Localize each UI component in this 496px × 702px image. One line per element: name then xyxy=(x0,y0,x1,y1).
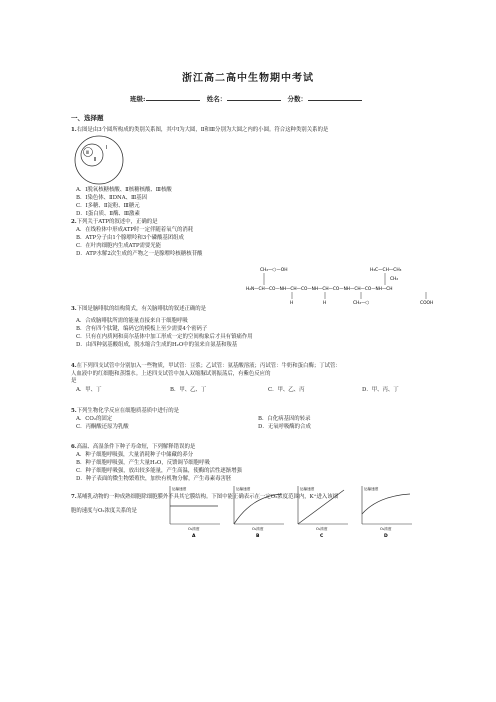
question-number: 3. xyxy=(71,306,77,312)
label-small: Ⅲ xyxy=(86,150,89,155)
question-stem-line2: 人血液中的红细胞和蒸馏水。上述四支试管中加入双缩脲试剂振荡后，有紫色反应的 xyxy=(71,370,271,377)
question-number: 7. xyxy=(71,494,77,500)
question-number: 2. xyxy=(71,219,77,225)
question-stem: 右图是由3个圆所构成的类别关系图，其中Ⅰ为大圆，Ⅱ和Ⅲ分别为大圆之内的小圆。符合这种类别关系的是 xyxy=(76,127,329,133)
y-axis-label: 运输速度 xyxy=(236,487,251,491)
question-number: 1. xyxy=(71,127,77,133)
graph-label-c: C xyxy=(320,534,324,538)
category-circles-diagram xyxy=(74,135,126,187)
label-big: Ⅰ xyxy=(106,145,108,151)
score-field[interactable] xyxy=(308,94,362,101)
q6-option-a[interactable]: A．种子细胞呼吸强，大量消耗种子中储藏的养分 xyxy=(76,452,194,458)
q1-option-b[interactable]: B．Ⅰ染色体、ⅡDNA、Ⅲ基因 xyxy=(76,195,148,201)
bottom-sidechain: CH₂—⬡ xyxy=(353,301,370,306)
q7-graphs xyxy=(162,482,422,538)
q3-option-d[interactable]: D．由四种氨基酸组成，脱水缩合生成的H₂O中的氢来自氨基和羧基 xyxy=(76,342,238,348)
question-number: 4. xyxy=(71,363,77,369)
curve-c xyxy=(298,490,344,524)
q2-option-a[interactable]: A．在线粒体中形成ATP时一定伴随着氧气的消耗 xyxy=(76,227,194,233)
question-number: 6. xyxy=(71,444,77,450)
question-1 xyxy=(71,127,431,135)
q6-option-d[interactable]: D．种子表面的微生物繁殖快，加快有机物分解，产生毒素毒害胚 xyxy=(76,476,232,482)
graph-b xyxy=(234,486,284,538)
q2-option-c[interactable]: C．在叶肉细胞内生成ATP需要光能 xyxy=(76,243,162,249)
cooh-group: COOH xyxy=(420,301,434,306)
graph-label-d: D xyxy=(384,534,388,538)
q1-option-d[interactable]: D．Ⅰ蛋白质、Ⅱ酶、Ⅲ激素 xyxy=(76,211,140,217)
section-title: 一、选择题 xyxy=(71,114,104,122)
q3-option-a[interactable]: A．合成脑啡肽所需的能量直接来自于细胞呼吸 xyxy=(76,318,188,324)
y-axis-label: 运输速度 xyxy=(300,487,315,491)
q3-option-c[interactable]: C．只有在内质网和高尔基体中加工形成一定的空间构象后才具有镇痛作用 xyxy=(76,334,253,340)
question-stem-line1: 某哺乳动物的一种成熟细胞除细胞膜外不具其它膜结构。下图中能正确表示在一定O₂浓度范围内，K⁺进入该细 xyxy=(76,494,339,500)
class-field[interactable] xyxy=(146,94,200,101)
peptide-backbone: H₂N—CH—CO—NH—CH—CO—NH—CH—CO—NH—CH—CO—NH—CH xyxy=(246,287,393,292)
h-label-1: H xyxy=(290,301,294,306)
q5-option-a[interactable]: A．CO₂的固定 xyxy=(76,416,113,422)
q6-option-b[interactable]: B．种子细胞呼吸强，产生大量H₂O，反馈调节细胞呼吸 xyxy=(76,460,210,466)
top-right-sidechain: H₃C—CH—CH₃ xyxy=(370,268,402,273)
question-stem: 下列生物化学反应在细胞质基质中进行的是 xyxy=(76,408,180,414)
q4-option-c[interactable]: C．甲、乙、丙 xyxy=(268,387,305,393)
graph-c xyxy=(298,486,348,538)
question-stem-line3: 是 xyxy=(71,378,77,385)
q1-option-a[interactable]: A．Ⅰ脱氧核糖核酸、Ⅱ核糖核酸、Ⅲ核酸 xyxy=(76,187,172,193)
question-stem: 下图是脑啡肽的结构简式，有关脑啡肽的叙述正确的是 xyxy=(76,306,207,312)
question-6 xyxy=(71,444,431,452)
question-2 xyxy=(71,219,431,227)
question-stem-line2: 胞的速度与O₂浓度关系的是 xyxy=(71,507,137,514)
q4-option-d[interactable]: D．甲、丙、丁 xyxy=(362,387,399,393)
name-label: 姓名： xyxy=(206,95,227,103)
question-stem: 下列关于ATP的叙述中，正确的是 xyxy=(76,219,158,225)
q5-option-d[interactable]: D．无氧呼吸酶的合成 xyxy=(258,424,311,430)
graph-label-b: B xyxy=(256,534,260,538)
student-info-line xyxy=(0,94,496,103)
graph-a xyxy=(170,486,220,538)
question-3 xyxy=(71,306,431,314)
question-number: 5. xyxy=(71,408,77,414)
curve-d xyxy=(362,494,410,514)
q3-option-b[interactable]: B．含有四个肽键，编码它的模板上至少需要4个密码子 xyxy=(76,326,208,332)
q4-option-b[interactable]: B．甲、乙、丁 xyxy=(170,387,207,393)
name-field[interactable] xyxy=(227,94,281,101)
question-stem: 高温、高湿条件下种子寿命短，下列解释错误的是 xyxy=(76,444,196,450)
label-middle: Ⅱ xyxy=(94,157,97,163)
x-axis-label: O₂浓度 xyxy=(316,527,328,531)
question-4 xyxy=(71,363,431,386)
x-axis-label: O₂浓度 xyxy=(188,527,200,531)
top-left-sidechain: CH₂—⬡—OH xyxy=(260,268,288,273)
y-axis-label: 运输速度 xyxy=(172,487,187,491)
x-axis-label: O₂浓度 xyxy=(380,527,392,531)
q2-option-b[interactable]: B．ATP分子由1个腺嘌呤和3个磷酸基团组成 xyxy=(76,235,184,241)
x-axis-label: O₂浓度 xyxy=(252,527,264,531)
y-axis-label: 运输速度 xyxy=(364,487,379,491)
q5-option-b[interactable]: B．白化病基因的转录 xyxy=(258,416,311,422)
question-5 xyxy=(71,408,431,416)
class-label: 班级: xyxy=(130,95,146,103)
score-label: 分数： xyxy=(287,95,307,103)
q6-option-c[interactable]: C．种子细胞呼吸强，放出较多能量，产生高温，使酶的活性逐渐增强 xyxy=(76,468,242,474)
q4-option-a[interactable]: A．甲、丁 xyxy=(76,387,102,393)
graph-label-a: A xyxy=(192,534,196,538)
q5-option-c[interactable]: C．丙酮酸还原为乳酸 xyxy=(76,424,129,430)
h-label-2: H xyxy=(323,301,327,306)
q1-option-c[interactable]: C．Ⅰ多糖、Ⅱ淀粉、Ⅲ糖元 xyxy=(76,203,140,209)
graph-d xyxy=(362,486,412,538)
enkephalin-structure-figure xyxy=(246,263,436,325)
right-ch2: CH₂ xyxy=(390,277,399,282)
question-stem-line1: 在下列四支试管中分别加入一些物质，甲试管：豆浆；乙试管：氨基酸溶液；丙试管：牛奶和蛋白酶；丁试管： xyxy=(76,363,341,369)
q2-option-d[interactable]: D．ATP水解2次生成的产物之一是腺嘌呤核糖核苷酸 xyxy=(76,251,203,257)
page-title: 浙江高二高中生物期中考试 xyxy=(182,73,314,84)
curve-b xyxy=(234,494,282,524)
